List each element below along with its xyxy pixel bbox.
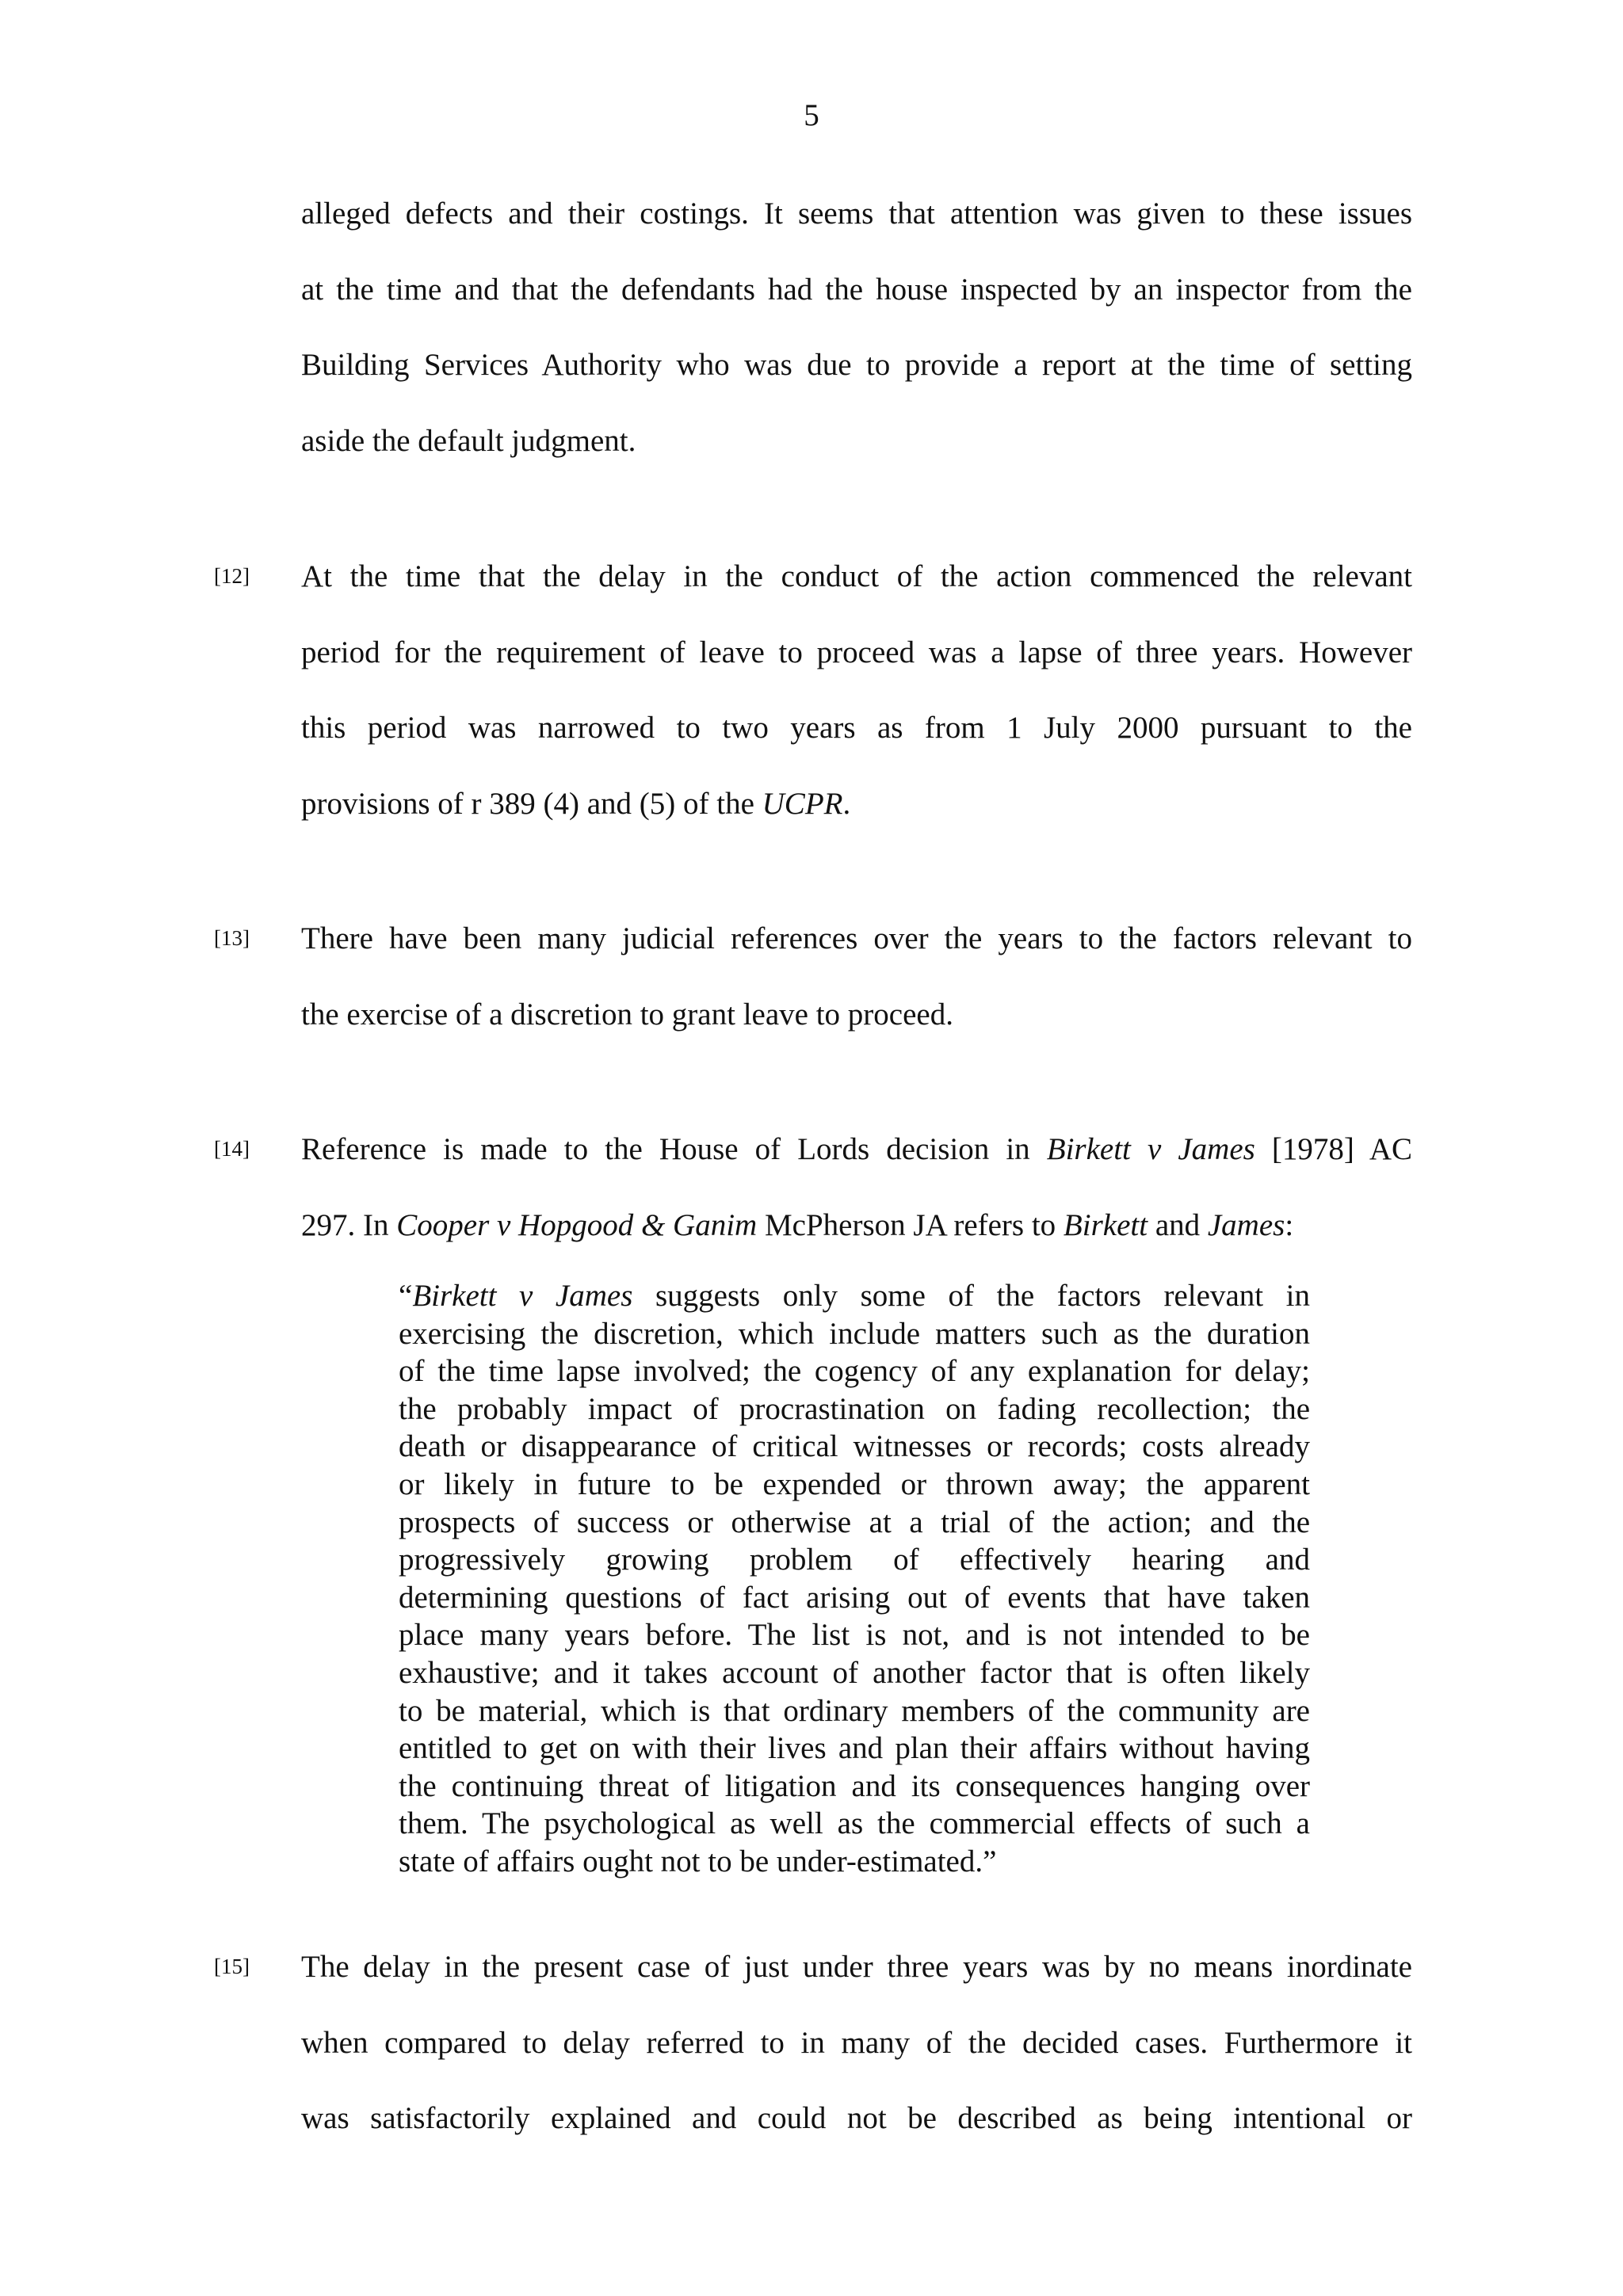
statute-name: UCPR xyxy=(762,786,843,821)
text-line: The delay in the present case of just under three years was by no means inordinate xyxy=(301,1950,1412,1984)
text-span: [1978] AC xyxy=(1254,1132,1413,1166)
paragraph-13 xyxy=(301,901,1412,1052)
case-name: Birkett xyxy=(1063,1207,1148,1242)
text-span: provisions of r 389 (4) and (5) of the xyxy=(301,786,762,821)
punctuation: . xyxy=(842,786,851,821)
text-line: to be material, which is that ordinary members of the community are xyxy=(399,1693,1310,1728)
text-line: period for the requirement of leave to proceed was a lapse of three years. However xyxy=(301,635,1412,669)
text-line: At the time that the delay in the conduct of the action commenced the relevant xyxy=(301,559,1412,593)
text-span: suggests only some of the factors relevant in xyxy=(632,1279,1310,1313)
text-line: or likely in future to be expended or thrown away; the apparent xyxy=(399,1466,1310,1501)
text-line: There have been many judicial references over the years to the factors relevant to xyxy=(301,921,1412,955)
case-name: Birkett v James xyxy=(412,1279,633,1313)
paragraph-15 xyxy=(301,1929,1412,2157)
text-line: determining questions of fact arising out of events that have taken xyxy=(399,1580,1310,1615)
paragraph-number-13: [13] xyxy=(214,926,250,950)
text-line: the exercise of a discretion to grant leave to proceed. xyxy=(301,997,953,1032)
paragraph-12 xyxy=(301,539,1412,841)
text-line: alleged defects and their costings. It seems that attention was given to these issues xyxy=(301,196,1412,231)
text-line: Building Services Authority who was due to provide a report at the time of setting xyxy=(301,348,1412,382)
text-line: progressively growing problem of effectively hearing and xyxy=(399,1543,1310,1577)
text-span: and xyxy=(1148,1207,1208,1242)
text-line: the continuing threat of litigation and its consequences hanging over xyxy=(399,1768,1310,1803)
text-line: death or disappearance of critical witnesses or records; costs already xyxy=(399,1429,1310,1464)
text-line: exhaustive; and it takes account of another factor that is often likely xyxy=(399,1655,1310,1690)
text-line xyxy=(301,1188,1412,1264)
paragraph-number-15: [15] xyxy=(214,1955,250,1978)
text-line: was satisfactorily explained and could not be described as being intentional or xyxy=(301,2101,1412,2135)
text-line: them. The psychological as well as the commercial effects of such a xyxy=(399,1806,1310,1841)
case-name: Birkett v James xyxy=(1046,1132,1255,1166)
text-line: place many years before. The list is not, and is not intended to be xyxy=(399,1618,1310,1653)
text-span: 297. In xyxy=(301,1207,397,1242)
text-line: at the time and that the defendants had the house inspected by an inspector from the xyxy=(301,272,1412,307)
paragraph-number-12: [12] xyxy=(214,564,250,588)
block-quote xyxy=(399,1277,1310,1881)
quote-mark: “ xyxy=(399,1279,413,1313)
text-line: the probably impact of procrastination on fading recollection; the xyxy=(399,1391,1310,1426)
text-span: Reference is made to the House of Lords decision in xyxy=(301,1132,1047,1166)
text-line xyxy=(301,1112,1412,1188)
text-line xyxy=(301,766,1412,842)
case-name: Cooper v Hopgood & Ganim xyxy=(396,1207,758,1242)
text-line: this period was narrowed to two years as from 1 July 2000 pursuant to the xyxy=(301,711,1412,745)
paragraph-number-14: [14] xyxy=(214,1137,250,1161)
paragraph-14 xyxy=(301,1112,1412,1263)
text-line: when compared to delay referred to in many of the decided cases. Furthermore it xyxy=(301,2025,1412,2060)
text-span: McPherson JA refers to xyxy=(757,1207,1064,1242)
paragraph-continuation xyxy=(301,176,1412,479)
text-line: entitled to get on with their lives and plan their affairs without having xyxy=(399,1731,1310,1766)
page-number: 5 xyxy=(804,98,819,132)
text-line: of the time lapse involved; the cogency of any explanation for delay; xyxy=(399,1354,1310,1389)
case-name: James xyxy=(1207,1207,1285,1242)
text-line xyxy=(399,1277,1310,1315)
text-line: exercising the discretion, which include matters such as the duration xyxy=(399,1316,1310,1351)
punctuation: : xyxy=(1285,1207,1294,1242)
text-line: prospects of success or otherwise at a trial of the action; and the xyxy=(399,1505,1310,1539)
text-line: aside the default judgment. xyxy=(301,423,636,458)
text-line: state of affairs ought not to be under-estimated.” xyxy=(399,1844,997,1878)
